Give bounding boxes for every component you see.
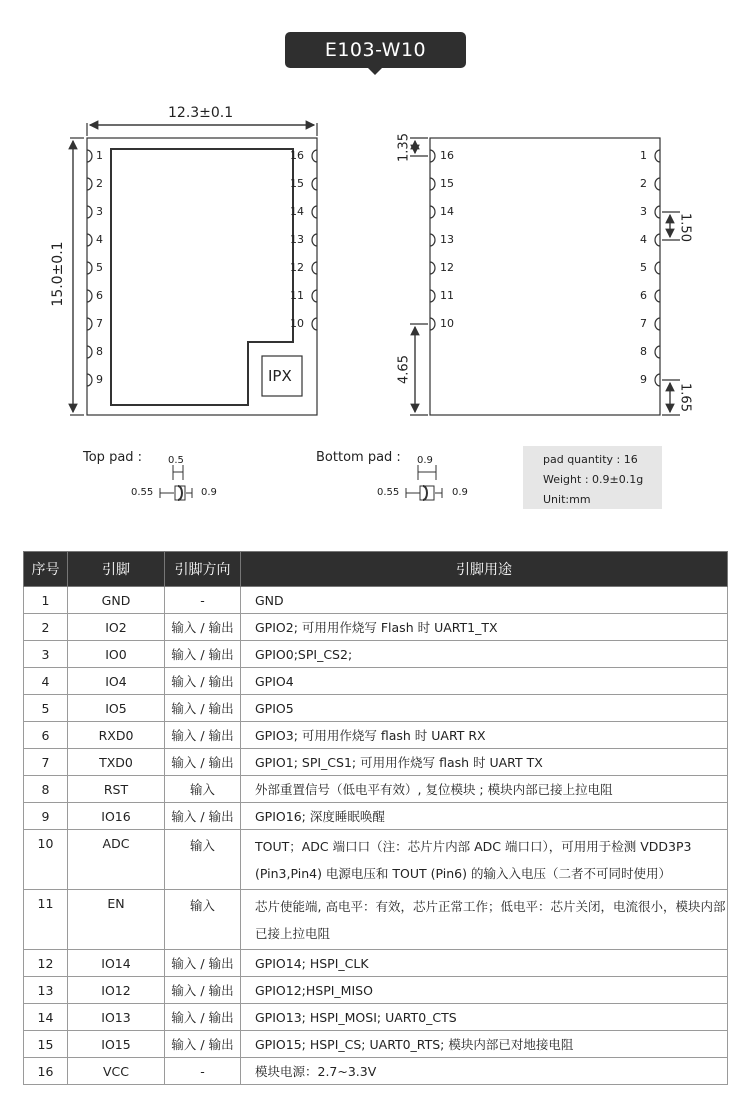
pin-number-label: 3 [96,205,103,218]
pin-direction-cell: 输入 [165,890,241,950]
pad-quantity: pad quantity : 16 [543,453,638,466]
pin-name-cell: RST [68,776,165,803]
pin-number-label: 1 [640,149,647,162]
table-row [24,830,728,890]
pin-number-cell: 15 [24,1031,68,1058]
pin-usage-cell: GPIO14; HSPI_CLK [241,950,728,977]
col-header-number: 序号 [24,552,68,587]
pin-number-label: 15 [440,177,454,190]
pin-name-cell: TXD0 [68,749,165,776]
pin-usage-cell: GPIO3; 可用用作烧写 flash 时 UART RX [241,722,728,749]
pin-number-cell: 16 [24,1058,68,1085]
pin-table-body [24,587,728,1085]
pin-number-cell: 6 [24,722,68,749]
pin-usage-cell: GND [241,587,728,614]
spec-info-box [523,446,662,509]
pin-usage-cell: GPIO13; HSPI_MOSI; UART0_CTS [241,1004,728,1031]
pin-number-label: 12 [440,261,454,274]
shield-can [111,149,293,405]
pin-name-cell: IO5 [68,695,165,722]
pin-name-cell: IO14 [68,950,165,977]
pin-usage-cell: GPIO4 [241,668,728,695]
pin-number-cell: 9 [24,803,68,830]
table-row [24,587,728,614]
pin-number-label: 11 [440,289,454,302]
pin-number-label: 15 [290,177,304,190]
bottom-view-outline [430,138,660,415]
pin-number-label: 10 [290,317,304,330]
pin-usage-cell: GPIO16; 深度睡眠唤醒 [241,803,728,830]
pin-number-cell: 10 [24,830,68,890]
pin-direction-cell: 输入 / 输出 [165,803,241,830]
pin-name-cell: GND [68,587,165,614]
table-row [24,749,728,776]
table-row [24,641,728,668]
pin-number-label: 1 [96,149,103,162]
ipx-label: IPX [268,367,292,385]
pin-usage-cell: 芯片使能端, 高电平：有效，芯片正常工作；低电平：芯片关闭，电流很小，模块内部已接上拉电阻 [241,890,728,950]
pin-number-cell: 5 [24,695,68,722]
top-pad-left: 0.55 [131,487,154,498]
pin-usage-cell: GPIO0;SPI_CS2; [241,641,728,668]
page-title: E103-W10 [285,32,466,68]
pin-name-cell: IO2 [68,614,165,641]
table-row [24,614,728,641]
table-row [24,977,728,1004]
pin-direction-cell: 输入 / 输出 [165,614,241,641]
table-row [24,668,728,695]
pin-number-label: 9 [96,373,103,386]
pin-name-cell: IO16 [68,803,165,830]
table-row [24,950,728,977]
table-row [24,890,728,950]
pin-number-cell: 13 [24,977,68,1004]
pin-direction-cell: 输入 [165,776,241,803]
pin-number-label: 16 [290,149,304,162]
col-header-pin: 引脚 [68,552,165,587]
pin-direction-cell: 输入 [165,830,241,890]
pin-direction-cell: 输入 / 输出 [165,749,241,776]
col-header-direction: 引脚方向 [165,552,241,587]
pin-number-cell: 3 [24,641,68,668]
top-width-dim: 12.3±0.1 [168,105,234,121]
dim-top-offset: 1.35 [396,133,412,162]
bottom-pad-label: Bottom pad : [316,450,401,465]
pin-direction-cell: - [165,587,241,614]
table-row [24,1004,728,1031]
top-pad-drawing [130,450,240,510]
table-row [24,1031,728,1058]
pin-name-cell: ADC [68,830,165,890]
col-header-usage: 引脚用途 [241,552,728,587]
pin-direction-cell: 输入 / 输出 [165,668,241,695]
pin-name-cell: IO13 [68,1004,165,1031]
pin-number-label: 4 [640,233,647,246]
pin-table [23,551,728,1085]
pin-number-label: 12 [290,261,304,274]
pin-direction-cell: 输入 / 输出 [165,641,241,668]
pin-direction-cell: 输入 / 输出 [165,950,241,977]
pin-number-label: 2 [640,177,647,190]
pin-name-cell: IO12 [68,977,165,1004]
pin-number-label: 4 [96,233,103,246]
table-row [24,722,728,749]
pin-number-label: 6 [96,289,103,302]
pin-usage-cell: GPIO2; 可用用作烧写 Flash 时 UART1_TX [241,614,728,641]
pin-number-cell: 11 [24,890,68,950]
top-height-dim: 15.0±0.1 [50,241,66,307]
pin-number-label: 11 [290,289,304,302]
dim-gap: 4.65 [396,355,412,384]
pin-number-cell: 14 [24,1004,68,1031]
pin-number-label: 8 [640,345,647,358]
pin-number-label: 13 [290,233,304,246]
table-row [24,1058,728,1085]
pin-number-label: 3 [640,205,647,218]
unit: Unit:mm [543,493,591,506]
pin-number-cell: 7 [24,749,68,776]
pin-direction-cell: 输入 / 输出 [165,1031,241,1058]
pin-number-label: 10 [440,317,454,330]
pin-direction-cell: 输入 / 输出 [165,695,241,722]
table-header-row [24,552,728,587]
pin-usage-cell: 外部重置信号（低电平有效）, 复位模块 ; 模块内部已接上拉电阻 [241,776,728,803]
weight: Weight : 0.9±0.1g [543,473,644,486]
top-pad-label: Top pad : [83,450,143,465]
table-row [24,776,728,803]
table-row [24,695,728,722]
pin-number-label: 5 [96,261,103,274]
pin-number-cell: 4 [24,668,68,695]
pin-number-label: 8 [96,345,103,358]
pin-number-label: 14 [290,205,304,218]
pin-number-label: 13 [440,233,454,246]
pin-direction-cell: 输入 / 输出 [165,977,241,1004]
top-pad-right: 0.9 [201,487,217,498]
pin-number-label: 7 [96,317,103,330]
pin-name-cell: VCC [68,1058,165,1085]
pin-number-cell: 8 [24,776,68,803]
pin-usage-cell: TOUT；ADC 端口口（注：芯片片内部 ADC 端口口），可用用于检测 VDD3P3 (Pin3,Pin4) 电源电压和 TOUT (Pin6) 的输入入电压（二者不可同时使用） [241,830,728,890]
pin-number-label: 2 [96,177,103,190]
pin-number-cell: 12 [24,950,68,977]
pin-number-cell: 1 [24,587,68,614]
pin-direction-cell: 输入 / 输出 [165,722,241,749]
bottom-pad-right: 0.9 [452,487,468,498]
pin-name-cell: IO4 [68,668,165,695]
pin-name-cell: IO15 [68,1031,165,1058]
bottom-pad-left: 0.55 [377,487,400,498]
dim-bottom-offset: 1.65 [677,383,693,412]
bottom-pad-w: 0.9 [417,455,433,466]
pin-usage-cell: GPIO15; HSPI_CS; UART0_RTS; 模块内部已对地接电阻 [241,1031,728,1058]
pin-number-cell: 2 [24,614,68,641]
pin-number-label: 16 [440,149,454,162]
pin-number-label: 5 [640,261,647,274]
pin-usage-cell: 模块电源：2.7~3.3V [241,1058,728,1085]
pin-name-cell: RXD0 [68,722,165,749]
pin-direction-cell: - [165,1058,241,1085]
pin-usage-cell: GPIO1; SPI_CS1; 可用用作烧写 flash 时 UART TX [241,749,728,776]
pin-number-label: 6 [640,289,647,302]
pin-usage-cell: GPIO12;HSPI_MISO [241,977,728,1004]
pin-number-label: 14 [440,205,454,218]
pin-direction-cell: 输入 / 输出 [165,1004,241,1031]
table-row [24,803,728,830]
pin-name-cell: IO0 [68,641,165,668]
pin-usage-cell: GPIO5 [241,695,728,722]
pin-number-label: 7 [640,317,647,330]
top-pad-w: 0.5 [168,455,184,466]
pin-name-cell: EN [68,890,165,950]
pin-number-label: 9 [640,373,647,386]
dim-pitch: 1.50 [677,213,693,242]
